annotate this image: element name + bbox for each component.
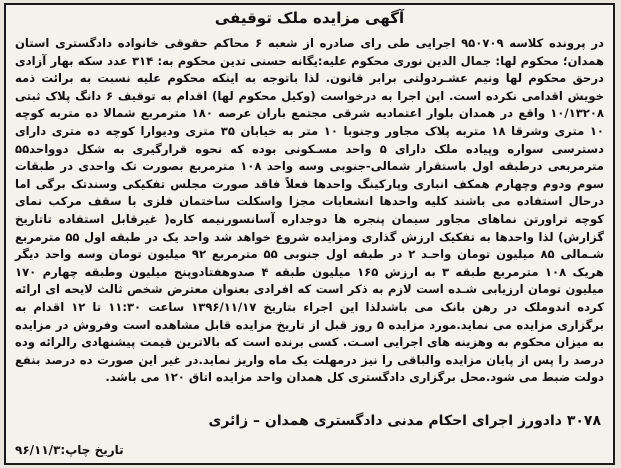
auction-notice — [4, 3, 615, 465]
notice-title: آگهی مزایده ملک توقیفی — [214, 9, 405, 27]
notice-signature: ۳۰۷۸ دادورز اجرای احکام مدنی دادگستری همدان – زائری — [208, 413, 601, 429]
print-date: تاریخ چاپ:۹۶/۱۱/۳ — [15, 443, 124, 457]
notice-body: در پرونده کلاسه ۹۵۰۷۰۹ اجرایی طی رای صادره از شعبه ۶ محاکم حقوقی خانواده دادگستری استان همدان؛ محکوم لها: جمال الدین نوری محکوم علیه:یگانه حسنی تدین محکوم به: ۳۱۴ عدد سکه بهار آزادی درحق محکوم لها ونیم عشـردولتی برابر قانون. لذا باتوجه به اینکه محکوم علیه نسبت به برائت ذمه خویش اقدامی نکرده است. این اجرا به درخواست (وکیل محکوم لها) اقدام به توقیف ۶ دانگ پلاک ثبتی ۱۰/۱۳۲۰۸ واقع در همدان بلوار اعتمادیه شرقی مجتمع باران عرصه ۱۸۰ مترمربع شمالا ده متربه کوچه ۱۰ متری وشرقا ۱۸ متربه پلاک مجاور وجنوبا ۱۰ متر به خیابان ۳۵ متری ودیوارا کوچه ده متری دارای دسترسی سواره وپیاده ملک دارای ۵ واحد مسـکونی بوده که نحوه قرارگیری به شکل دوواحد۵۵ مترمربعی درطبقه اول باستقرار شمالی-جنوبی وسه واحد ۱۰۸ مترمربع بصورت تک واحدی در طبقات سوم ودوم وچهارم همکف انباری وپارکینگ واحدها فعلاً فاقد صورت مجلس تفکیکی وسندتک برگی اما درحال استفاده می باشند کلیه واحدها انشعابات مجزا واسکلت ساختمان فلزی با سقف مرکب نمای کوچه تراورتن نماهای مجاور سیمان پنجره ها دوجداره آسانسورنیمه کاره( غیرقابل استفاده تاتاریخ گزارش) لذا واحدها به تفکیک ارزش گذاری ومزایده شروع خواهد شد واحد یک در طبقه اول ۵۵ مترمربع شـمالی ۸۵ میلیون تومان واحـد ۲ در طبقه اول جنوبی ۵۵ مترمربع ۹۲ میلیون تومان وسه واحد دیگر هریک ۱۰۸ مترمربع طبقه ۳ به ارزش ۱۶۵ میلیون طبقه ۴ صدوهفتادوپنج میلیون وطبقه چهارم ۱۷۰ میلیون تومان ارزیابی شـده است لازم به ذکر است که افرادی بعنوان معترض شخص ثالث لایحه ای ارائه کرده اندوملک در رهن بانک می باشدلذا این اجراء بتاریخ ۱۳۹۶/۱۱/۱۷ ساعت ۱۱:۳۰ تا ۱۲ اقدام به برگزاری مزایده می نماید.مورد مزایده ۵ روز قبل از تاریخ مزایده قابل مشاهده است وفروش در مزایده به میزان محکوم به وهزینه های اجرایی اسـت. کسی برنده است که بالاترین قیمت پیشنهادی رالرائه ودە درصد را پس از پایان مزایده والباقی را نیز درمهلت یک ماه واریز نماید.در غیر این صورت ده درصد بنفع دولت ضبط می شود.محل برگزاری دادگستری کل همدان واحد مزایده اتاق ۱۲۰ می باشد. — [15, 36, 605, 385]
